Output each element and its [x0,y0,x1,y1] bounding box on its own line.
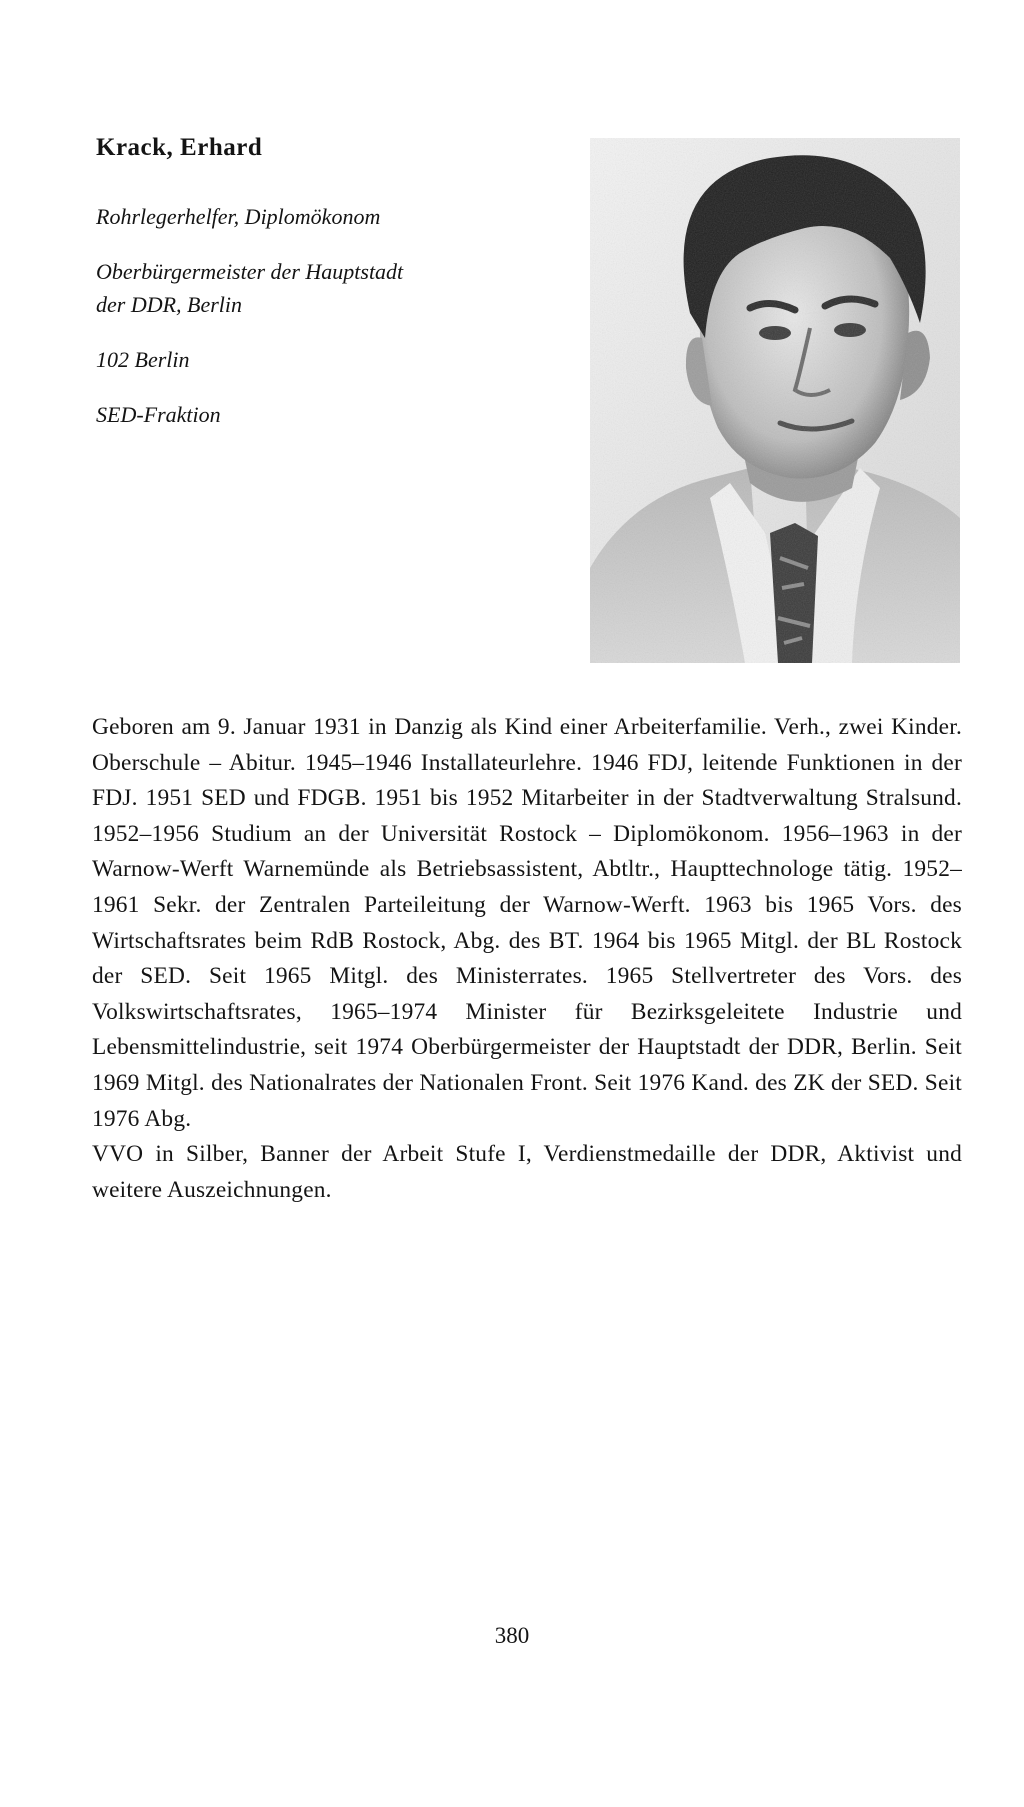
position-line-2: der DDR, Berlin [96,292,243,317]
biography-career: Geboren am 9. Januar 1931 in Danzig als Kind einer Arbeiterfamilie. Verh., zwei Kinder. Oberschule – Abitur. 1945–1946 Installateurlehre. 1946 FDJ, leitende Funktionen in der FDJ. 1951 SED und FDGB. 1951 bis 1952 Mitarbeiter in der Stadtverwaltung Stralsund. 1952–1956 Studium an der Universität Rostock – Diplomökonom. 1956–1963 in der Warnow-Werft Warnemünde als Betriebsassistent, Abtltr., Haupttechnologe tätig. 1952–1961 Sekr. der Zentralen Parteileitung der Warnow-Werft. 1963 bis 1965 Vors. des Wirtschaftsrates beim RdB Rostock, Abg. des BT. 1964 bis 1965 Mitgl. der BL Rostock der SED. Seit 1965 Mitgl. des Ministerrates. 1965 Stellvertreter des Vors. des Volkswirtschaftsrates, 1965–1974 Minister für Bezirksgeleitete Industrie und Lebensmittelindustrie, seit 1974 Oberbürgermeister der Hauptstadt der DDR, Berlin. Seit 1969 Mitgl. des Nationalrates der Nationalen Front. Seit 1976 Kand. des ZK der SED. Seit 1976 Abg. [92,714,962,1132]
biography-awards: VVO in Silber, Banner der Arbeit Stufe I, Verdienstmedaille der DDR, Aktivist und weitere Auszeichnungen. [92,1141,962,1203]
faction: SED-Fraktion [96,402,221,427]
address: 102 Berlin [96,347,190,372]
person-details [96,200,526,431]
person-name: Krack, Erhard [96,134,263,161]
page-number: 380 [494,1623,530,1648]
profession: Rohrlegerhelfer, Diplomökonom [96,204,381,229]
position-line-1: Oberbürgermeister der Hauptstadt [96,259,404,284]
biography [92,710,962,1208]
portrait-photo [590,138,960,663]
